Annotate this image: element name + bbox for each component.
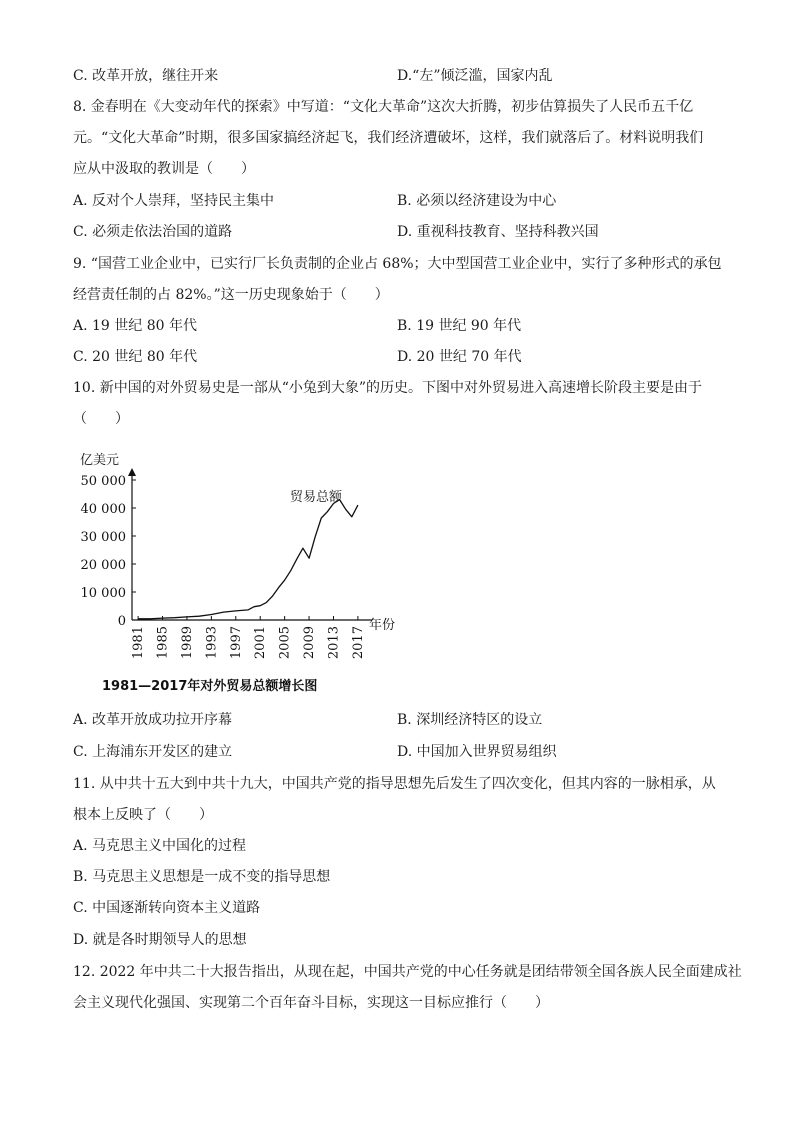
q10-option-c: C. 上海浦东开发区的建立 [73, 744, 233, 760]
chart-series-label: 贸易总额 [290, 490, 343, 505]
q12-stem-line-2: 会主义现代化强国、实现第二个百年奋斗目标，实现这一目标应推行（ ） [73, 995, 549, 1011]
chart-y-tick-label: 20 000 [80, 558, 126, 573]
chart-y-tick-label: 40 000 [80, 502, 126, 517]
chart-x-tick-label: 2013 [326, 626, 342, 660]
q9-option-d: D. 20 世纪 70 年代 [397, 349, 522, 365]
trade-growth-chart [72, 444, 396, 700]
q11-option-a: A. 马克思主义中国化的过程 [73, 838, 247, 854]
q9-option-c: C. 20 世纪 80 年代 [73, 349, 198, 365]
q8-stem-line-2: 元。“文化大革命”时期，很多国家搞经济起飞，我们经济遭破坏，这样，我们就落后了。材料说明我们 [73, 130, 704, 146]
q11-option-b: B. 马克思主义思想是一成不变的指导思想 [73, 869, 331, 885]
q9-option-b: B. 19 世纪 90 年代 [397, 318, 522, 334]
chart-x-tick-label: 2005 [277, 626, 293, 660]
chart-y-axis-label: 亿美元 [80, 453, 120, 468]
chart-x-tick-label: 1985 [155, 626, 171, 660]
chart-x-tick-label: 2009 [302, 626, 318, 660]
chart-x-tick-label: 2017 [350, 626, 366, 660]
chart-x-ticks [131, 616, 366, 659]
chart-x-axis-label: 年份 [369, 618, 396, 633]
q10-option-d: D. 中国加入世界贸易组织 [397, 744, 557, 760]
chart-y-axis-arrow [128, 468, 136, 476]
chart-y-ticks [81, 474, 137, 629]
chart-y-tick-label: 10 000 [80, 586, 126, 601]
chart-x-tick-label: 1989 [179, 626, 195, 660]
chart-y-tick-label: 30 000 [80, 530, 126, 545]
q8-option-b: B. 必须以经济建设为中心 [397, 193, 557, 209]
chart-y-tick-label: 0 [117, 614, 126, 629]
q9-option-a: A. 19 世纪 80 年代 [73, 318, 197, 334]
q12-stem-line-1: 12. 2022 年中共二十大报告指出，从现在起，中国共产党的中心任务就是团结带领全国各族人民全面建成社 [73, 964, 742, 980]
chart-x-tick-label: 1981 [131, 626, 147, 660]
q9-stem-line-1: 9. “国营工业企业中，已实行厂长负责制的企业占 68%；大中型国营工业企业中，实行了多种形式的承包 [73, 256, 722, 272]
q11-stem-line-2: 根本上反映了（ ） [73, 807, 213, 823]
q11-stem-line-1: 11. 从中共十五大到中共十九大，中国共产党的指导思想先后发生了四次变化，但其内容的一脉相承，从 [73, 776, 716, 792]
chart-series-line [138, 500, 358, 619]
chart-title: 1981—2017年对外贸易总额增长图 [102, 679, 318, 694]
q8-stem-line-3: 应从中汲取的教训是（ ） [73, 161, 255, 177]
q7-option-d: D.“左”倾泛滥，国家内乱 [397, 68, 553, 84]
q8-stem-line-1: 8. 金春明在《大变动年代的探索》中写道：“文化大革命”这次大折腾，初步估算损失了人民币五千亿 [73, 99, 694, 115]
q10-option-a: A. 改革开放成功拉开序幕 [73, 712, 233, 728]
chart-x-tick-label: 2001 [253, 626, 269, 660]
q10-stem-line-1: 10. 新中国的对外贸易史是一部从“小兔到大象”的历史。下图中对外贸易进入高速增长阶段主要是由于 [73, 380, 703, 396]
q8-option-a: A. 反对个人崇拜，坚持民主集中 [73, 193, 275, 209]
q10-option-b: B. 深圳经济特区的设立 [397, 712, 543, 728]
q11-option-d: D. 就是各时期领导人的思想 [73, 932, 247, 948]
chart-series [138, 500, 358, 619]
q9-stem-line-2: 经营责任制的占 82%。”这一历史现象始于（ ） [73, 287, 389, 303]
chart-x-tick-label: 1997 [228, 626, 244, 660]
chart-y-tick-label: 50 000 [80, 474, 126, 489]
q7-option-c: C. 改革开放，继往开来 [73, 68, 219, 84]
q11-option-c: C. 中国逐渐转向资本主义道路 [73, 900, 261, 916]
q10-stem-line-2: （ ） [73, 411, 129, 427]
q8-option-c: C. 必须走依法治国的道路 [73, 224, 233, 240]
q8-option-d: D. 重视科技教育、坚持科教兴国 [397, 224, 599, 240]
chart-x-tick-label: 1993 [204, 626, 220, 660]
